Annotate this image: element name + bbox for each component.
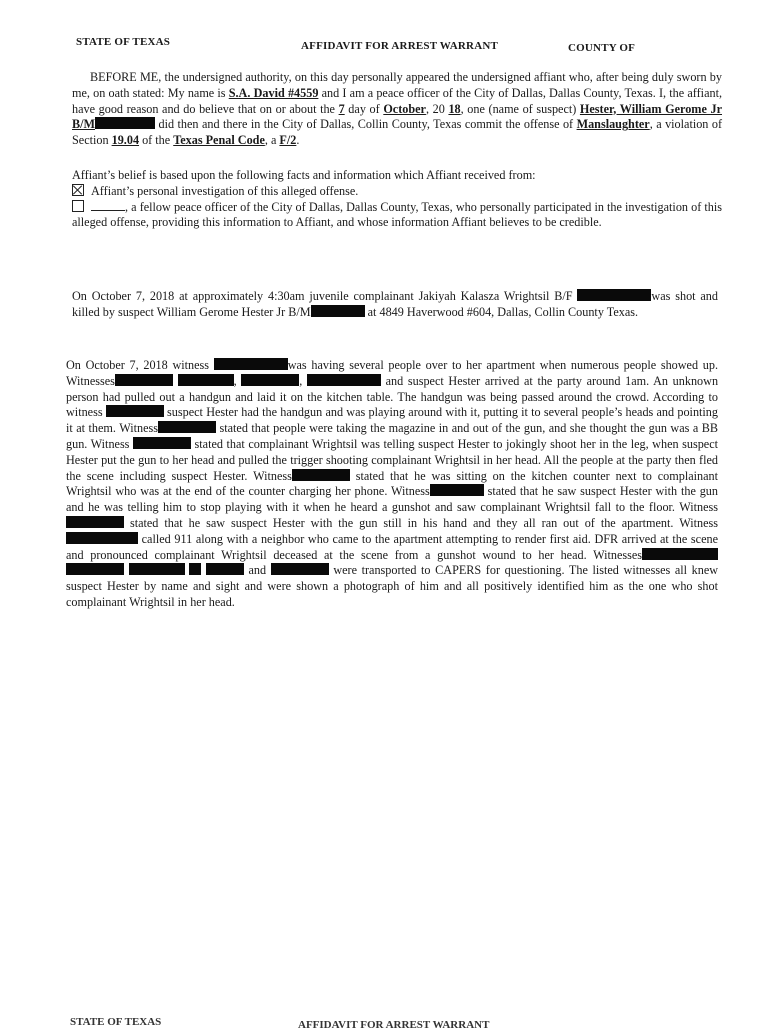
offense-year: 18: [448, 101, 461, 116]
redaction: [311, 305, 365, 317]
option-1-text: Affiant’s personal investigation of this alleged offense.: [91, 183, 359, 198]
redaction: [307, 374, 381, 386]
redaction: [430, 484, 484, 496]
officer-blank-line: [91, 200, 125, 211]
intro-text: of the: [139, 133, 174, 148]
witness-text: stated that he saw suspect Hester with the gun still in his hand and they all ran out of the apartment. Witness: [124, 515, 718, 530]
empty-box-icon: [72, 200, 84, 212]
footer-title: AFFIDAVIT FOR ARREST WARRANT: [298, 1019, 490, 1031]
intro-text: and I am a peace officer of the City of Dallas, Dallas County, Texas. I, the affiant, have good reason and do believe that on or about the: [72, 85, 722, 116]
witness-text: suspect Hester had the handgun and was playing around with it, putting it to several people’s heads and pointing it at them. Witness: [66, 405, 718, 436]
intro-text: did then and there in the City of Dallas, Collin County, Texas commit the offense of: [155, 117, 577, 132]
redaction: [241, 374, 299, 386]
header-title: AFFIDAVIT FOR ARREST WARRANT: [301, 40, 499, 52]
intro-paragraph: [72, 70, 722, 149]
option-2-text: , a fellow peace officer of the City of Dallas, Dallas County, Texas, who personally participated in the investigation of this alleged offense, providing this information to Affiant, and whose information Affiant believes to be credible.: [72, 199, 722, 230]
redaction: [189, 563, 201, 575]
witness-text: stated that he was sitting on the kitchen counter next to complainant Wrightsil who was at the end of the counter charging her phone. Witness: [66, 468, 718, 499]
incident-text: was shot and killed by suspect William Gerome Hester Jr B/M: [72, 289, 718, 319]
suspect-name: Hester, William Gerome Jr B/M: [72, 101, 722, 132]
incident-text: at 4849 Haverwood #604, Dallas, Collin County Texas.: [364, 304, 639, 319]
witness-text: ,: [299, 373, 307, 388]
witness-paragraph: [66, 358, 718, 611]
redaction: [66, 516, 124, 528]
witness-text: stated that he saw suspect Hester with the gun and he was telling him to stop playing with it when he heard a gunshot and saw complainant Wrightsil fall to the floor. Witness: [66, 484, 718, 515]
incident-paragraph: [72, 289, 718, 321]
witness-text: were transported to CAPERS for questioning. The listed witnesses all knew suspect Hester by name and sight and were shown a photograph of him and all positively identified him as the one who shot complainant Wrightsil in her head.: [66, 563, 719, 609]
redaction: [642, 548, 718, 560]
witness-text: On October 7, 2018 witness: [66, 358, 214, 372]
witness-text: was having several people over to her apartment when numerous people showed up. Witnesses: [66, 358, 718, 388]
belief-section: [72, 168, 722, 231]
witness-text: called 911 along with a neighbor who came to the apartment attempting to render first aid. DFR arrived at the scene and pronounced complainant Wrightsil deceased at the scene from a gunshot wound to her head. Witnesses: [66, 531, 718, 562]
intro-text: , 20: [425, 101, 449, 116]
witness-text: stated that people were taking the magazine in and out of the gun, and she thought the gun was a BB gun. Witness: [66, 421, 718, 451]
penal-code: Texas Penal Code: [173, 133, 265, 148]
redaction: [129, 563, 185, 575]
redaction: [292, 469, 350, 481]
intro-text: .: [296, 133, 300, 148]
redaction: [214, 358, 288, 370]
redaction: [66, 563, 124, 575]
footer-state: STATE OF TEXAS: [70, 1016, 162, 1028]
redaction: [95, 117, 155, 129]
offense-month: October: [383, 101, 426, 116]
redaction: [271, 563, 329, 575]
redaction: [106, 405, 164, 417]
redaction: [178, 374, 234, 386]
redaction: [206, 563, 244, 575]
redaction: [158, 421, 216, 433]
intro-text: day of: [344, 101, 384, 116]
header-county: COUNTY OF: [568, 42, 636, 54]
incident-text: On October 7, 2018 at approximately 4:30am juvenile complainant Jakiyah Kalasza Wrightsil B/F: [72, 289, 578, 303]
checked-box-icon: [72, 184, 84, 196]
redaction: [66, 532, 138, 544]
redaction: [577, 289, 651, 301]
intro-text: , a violation of Section: [72, 117, 723, 148]
witness-text: and suspect Hester arrived at the party around 1am. An unknown person had pulled out a handgun and laid it on the kitchen table. The handgun was being passed around the crowd. According to witness: [66, 373, 719, 420]
redaction: [115, 374, 173, 386]
witness-text: and: [243, 563, 271, 578]
intro-text: BEFORE ME, the undersigned authority, on this day personally appeared the undersigned affiant who, after being duly sworn by me, on oath stated: My name is: [72, 70, 722, 100]
statute-section: 19.04: [111, 133, 140, 148]
offense-grade: F/2: [279, 133, 297, 148]
belief-lead: Affiant’s belief is based upon the following facts and information which Affiant received from:: [72, 168, 536, 182]
officer-name: S.A. David #4559: [228, 85, 319, 100]
offense-name: Manslaughter: [576, 117, 650, 132]
belief-option-2: [72, 200, 722, 232]
witness-text: ,: [233, 373, 242, 388]
header-state: STATE OF TEXAS: [76, 36, 171, 48]
intro-text: , one (name of suspect): [460, 101, 580, 116]
witness-text: stated that complainant Wrightsil was telling suspect Hester to jokingly shoot her in the leg, when suspect Hester put the gun to her head and pulled the trigger shooting complainant Wrightsil in her head. All the people at the party then fled the scene including suspect Hester. Witness: [66, 436, 718, 483]
intro-text: , a: [264, 133, 280, 148]
belief-option-1: [72, 184, 722, 200]
offense-day: 7: [338, 101, 345, 116]
redaction: [133, 437, 191, 449]
